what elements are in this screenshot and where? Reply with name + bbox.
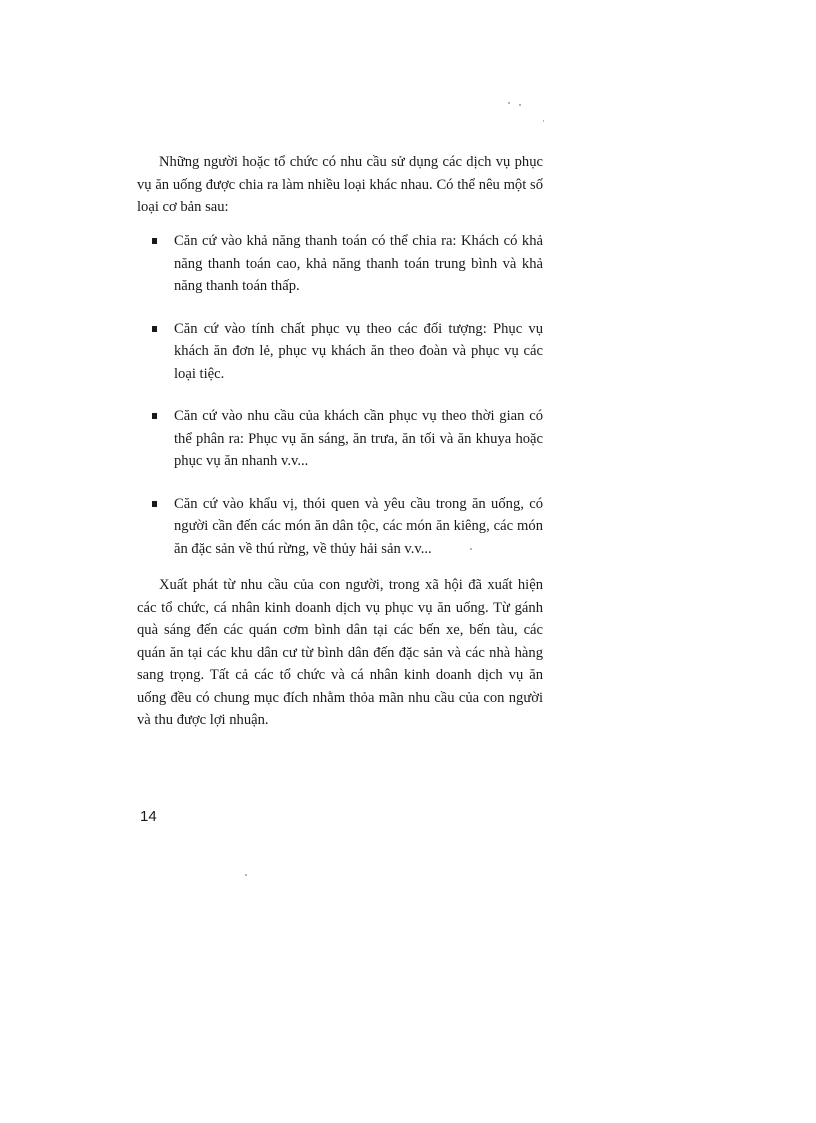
square-bullet-icon [152, 501, 157, 507]
page-number: 14 [140, 808, 157, 825]
bullet-text: Căn cứ vào khẩu vị, thói quen và yêu cầu trong ăn uống, có người cần đến các món ăn dân tộc, các món ăn kiêng, các món ăn đặc sản về thú rừng, về thủy hải sản v.v... [174, 495, 543, 557]
scan-speck [543, 120, 544, 122]
bullet-item [137, 405, 543, 473]
bullet-list [137, 230, 543, 580]
bullet-text: Căn cứ vào nhu cầu của khách cần phục vụ theo thời gian có thể phân ra: Phục vụ ăn sáng, ăn trưa, ăn tối và ăn khuya hoặc phục vụ ăn nhanh v.v... [174, 408, 543, 469]
scan-speck [508, 102, 510, 104]
scan-speck [519, 104, 521, 106]
closing-paragraph: Xuất phát từ nhu cầu của con người, trong xã hội đã xuất hiện các tổ chức, cá nhân kinh doanh dịch vụ phục vụ ăn uống. Từ gánh quà sáng đến các quán cơm bình dân tại các bến xe, bến tàu, các quán ăn tại các khu dân cư từ bình dân đến đặc sản và các nhà hàng sang trọng. Tất cả các tổ chức và cá nhân kinh doanh dịch vụ ăn uống đều có chung mục đích nhằm thỏa mãn nhu cầu của con người và thu được lợi nhuận. [137, 577, 543, 728]
bullet-item [137, 493, 543, 561]
square-bullet-icon [152, 413, 157, 419]
intro-paragraph: Những người hoặc tổ chức có nhu cầu sử dụng các dịch vụ phục vụ ăn uống được chia ra làm nhiều loại khác nhau. Có thể nêu một số loại cơ bản sau: [137, 154, 543, 215]
square-bullet-icon [152, 238, 157, 244]
bullet-text: Căn cứ vào tính chất phục vụ theo các đối tượng: Phục vụ khách ăn đơn lẻ, phục vụ khách ăn theo đoàn và phục vụ các loại tiệc. [174, 320, 543, 382]
scan-speck [470, 548, 472, 550]
bullet-text: Căn cứ vào khả năng thanh toán có thể chia ra: Khách có khả năng thanh toán cao, khả năng thanh toán trung bình và khả năng thanh toán thấp. [174, 233, 543, 294]
bullet-item [137, 318, 543, 386]
bullet-item [137, 230, 543, 298]
square-bullet-icon [152, 326, 157, 332]
scan-speck [245, 874, 247, 876]
